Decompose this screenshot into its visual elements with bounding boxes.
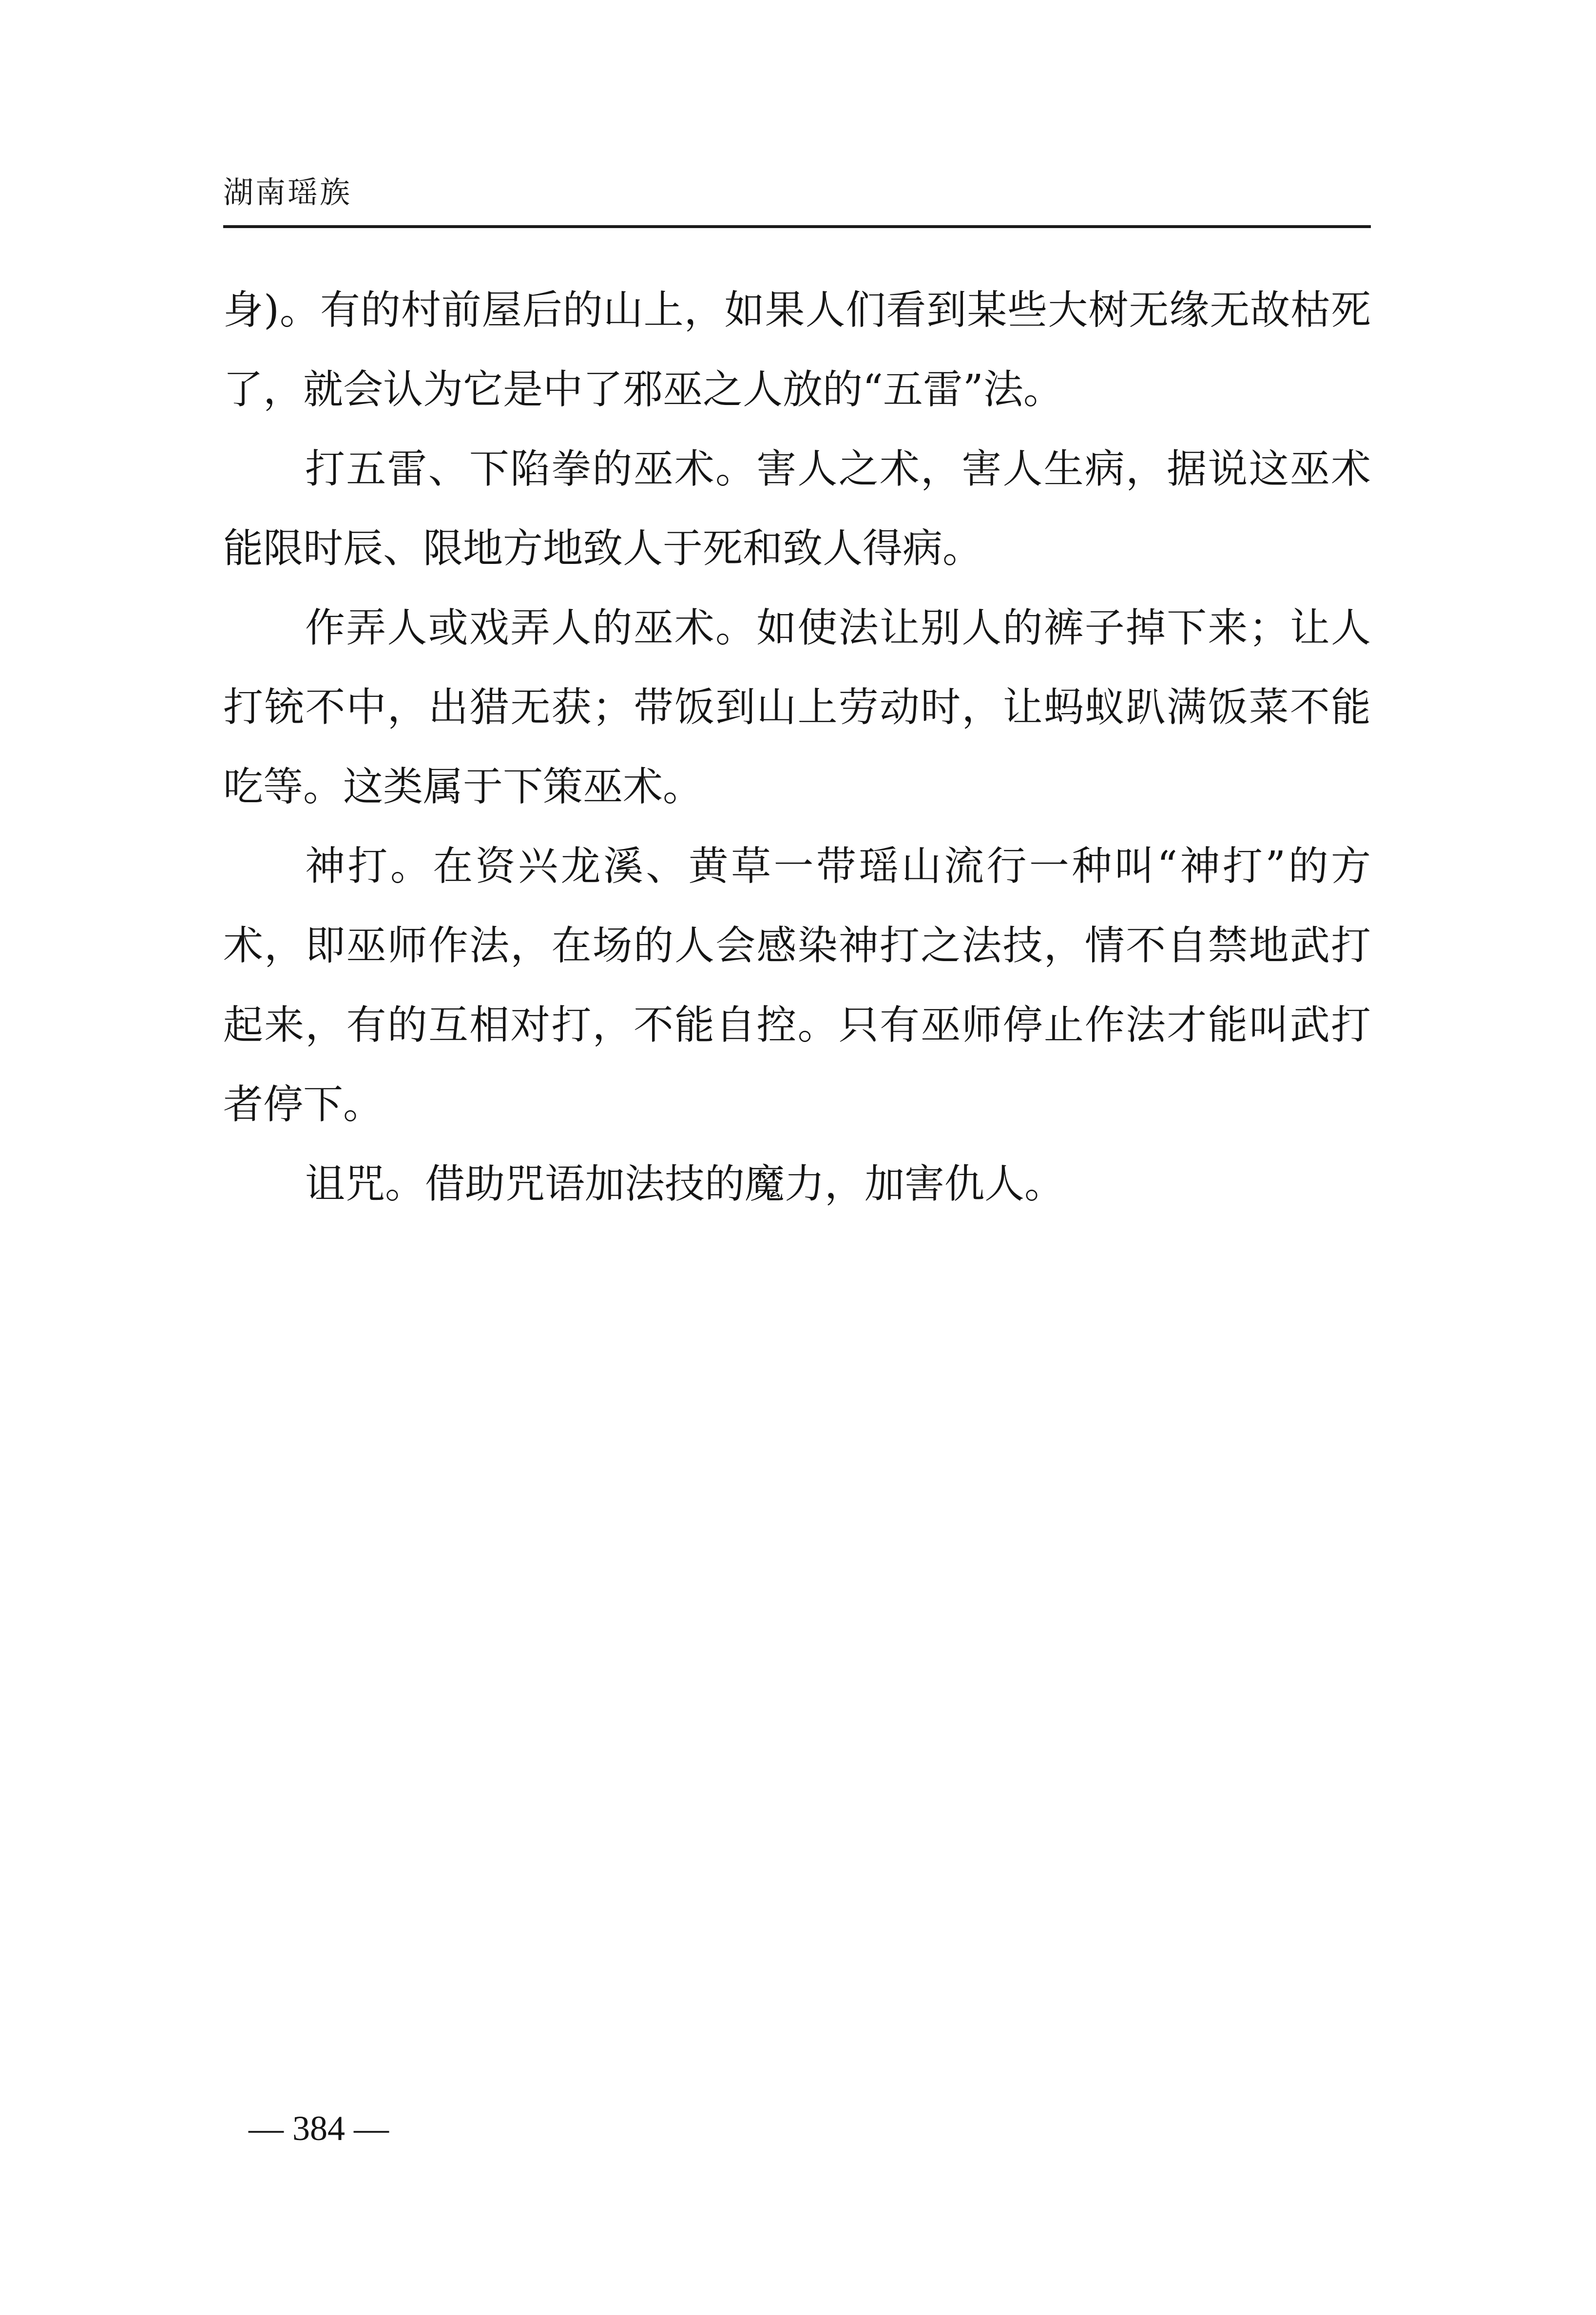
page-number: — 384 —	[249, 2109, 389, 2148]
paragraph-curse: 诅咒。借助咒语加法技的魔力，加害仇人。	[305, 1161, 1065, 1207]
header-divider	[223, 225, 1371, 228]
paragraph-wulei-witchcraft: 打五雷、下陷拳的巫术。害人之术，害人生病，据说这巫术能限时辰、限地方地致人于死和致人得病。	[223, 446, 1371, 572]
paragraph-shenda: 神打。在资兴龙溪、黄草一带瑶山流行一种叫“神打”的方术，即巫师作法，在场的人会感染神打之法技，情不自禁地武打起来，有的互相对打，不能自控。只有巫师停止作法才能叫武打者停下。	[223, 843, 1371, 1128]
running-header-title: 湖南瑶族	[223, 174, 352, 210]
paragraph-prank-witchcraft: 作弄人或戏弄人的巫术。如使法让别人的裤子掉下来；让人打铳不中，出猎无获；带饭到山上劳动时，让蚂蚁趴满饭菜不能吃等。这类属于下策巫术。	[223, 605, 1371, 810]
body-text	[223, 270, 1371, 1224]
paragraph-continuation: 身)。有的村前屋后的山上，如果人们看到某些大树无缘无故枯死了，就会认为它是中了邪巫之人放的“五雷”法。	[223, 287, 1371, 413]
